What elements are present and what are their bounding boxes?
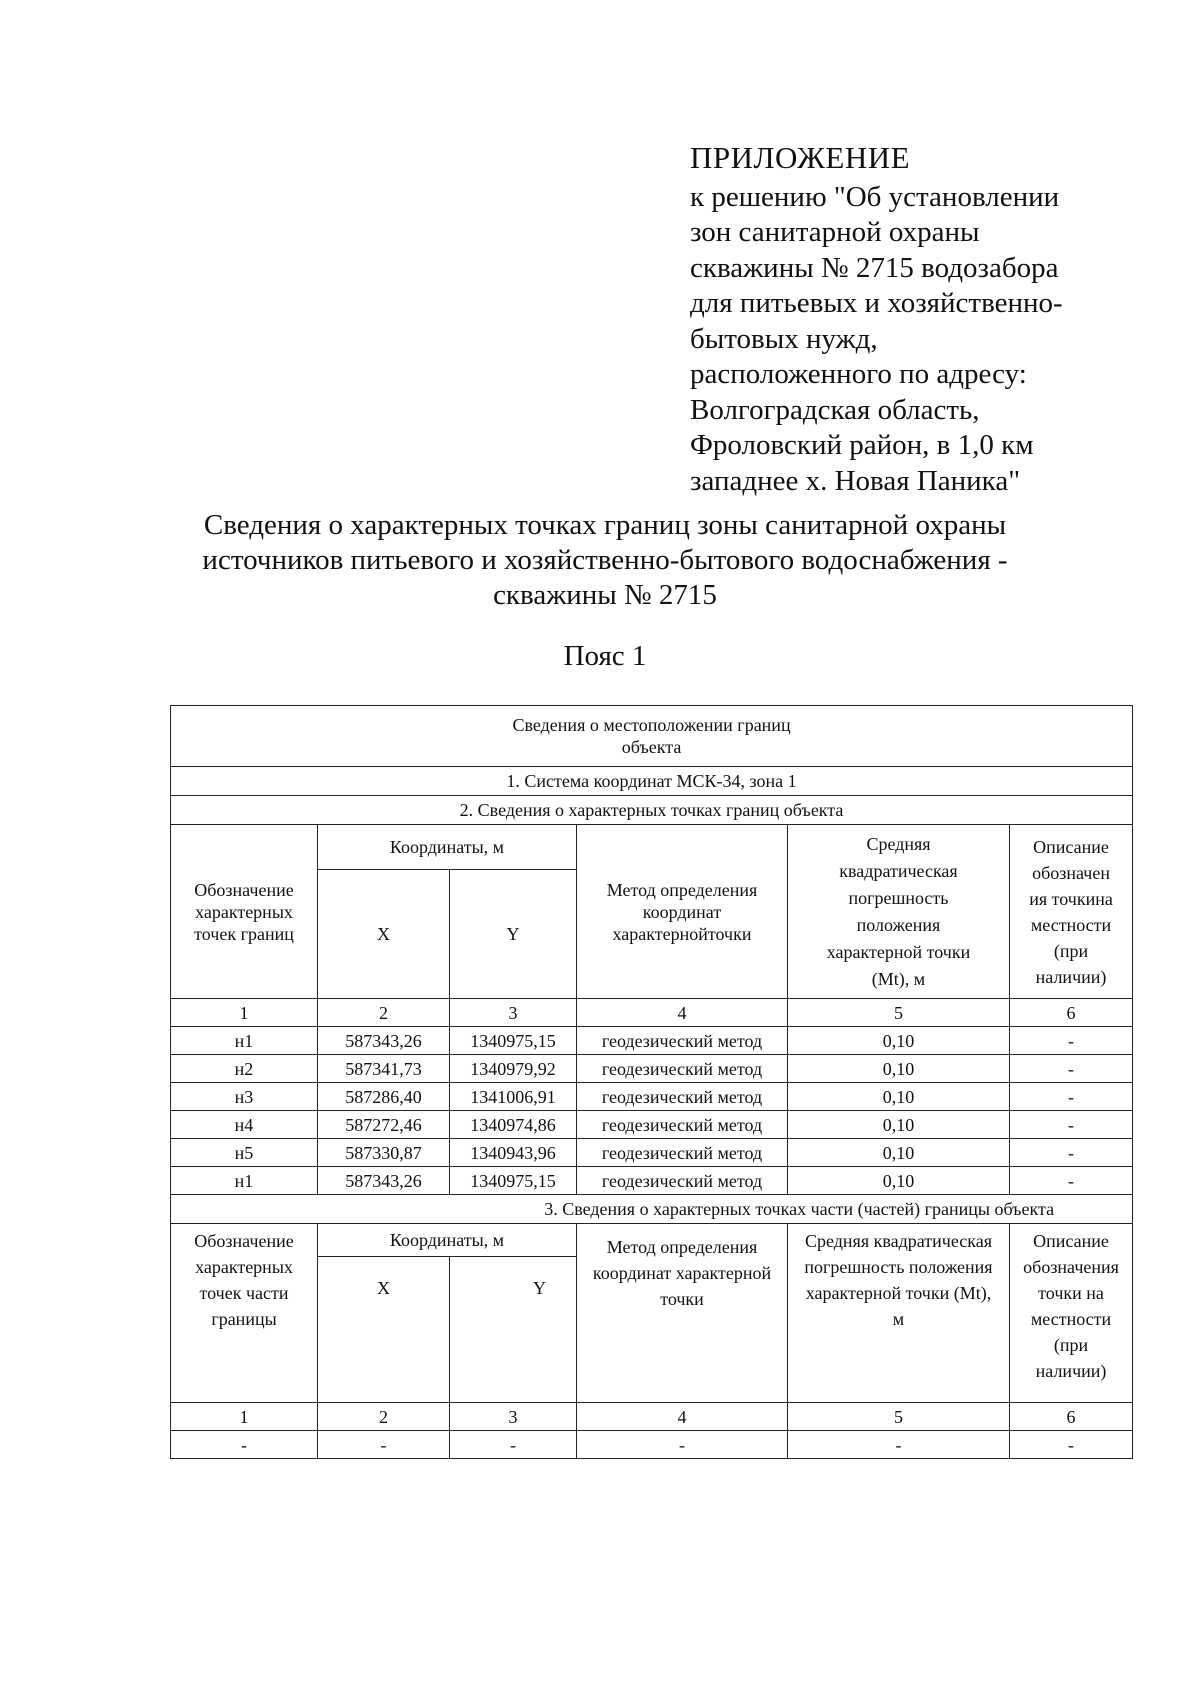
point-id: н2 [171,1055,318,1083]
error-header [788,1224,1010,1403]
header-line: (Mt), м [871,968,926,989]
error-value: 0,10 [788,1027,1010,1055]
designation-header [171,1224,318,1403]
header-line: координат характерной [592,1263,772,1283]
table-row [171,1083,1133,1111]
zone-title: Пояс 1 [563,640,647,672]
header-line: характерной точки [826,941,971,962]
description-value: - [1010,1431,1133,1459]
y-value: 1340943,96 [450,1139,577,1167]
header-line: (при [1053,940,1089,961]
x-header: X [318,1257,450,1403]
header-line: обозначения [1023,1257,1119,1277]
annex-title: ПРИЛОЖЕНИЕ [690,140,911,175]
table-title-line: Сведения о местоположении границ [512,715,791,735]
header-line: наличии) [1035,966,1107,987]
header-line: точек границ [194,923,294,944]
table-row [171,1139,1133,1167]
section-row [171,796,1133,825]
x-value: - [318,1431,450,1459]
annex-line: западнее х. Новая Паника" [690,464,1021,497]
y-header: Y [450,1257,577,1403]
column-number: 5 [788,999,1010,1027]
y-header: Y [450,870,577,999]
column-number: 5 [788,1403,1010,1431]
point-id: н4 [171,1111,318,1139]
column-number: 1 [171,1403,318,1431]
header-line: характернойточки [612,923,752,944]
header-line: точек части [199,1283,289,1303]
error-value: 0,10 [788,1055,1010,1083]
header-line: Обозначение [194,1231,294,1251]
method-value: геодезический метод [577,1111,788,1139]
header-line: Описание [1033,1231,1109,1251]
column-number: 3 [450,999,577,1027]
header-line: погрешность [848,887,949,908]
table-row [171,1027,1133,1055]
annex-line: Фроловский район, в 1,0 км [690,429,1034,461]
section3-cell: 3. Сведения о характерных точках части (частей) границы объекта [171,1195,1133,1224]
column-number: 2 [318,999,450,1027]
error-header [788,825,1010,999]
column-number: 1 [171,999,318,1027]
point-id: - [171,1431,318,1459]
description-value: - [1010,1139,1133,1167]
column-number: 4 [577,999,788,1027]
annex-line: зон санитарной охраны [690,216,980,248]
section-row [171,767,1133,796]
header-line: координат [642,901,722,922]
y-value: 1340975,15 [450,1167,577,1195]
y-value: 1341006,91 [450,1083,577,1111]
annex-block [690,140,1110,499]
header-line: Метод определения [606,1237,758,1257]
header-row [171,825,1133,870]
header-line: квадратическая [839,860,958,881]
annex-line: Волгоградская область, [690,393,980,426]
x-value: 587343,26 [318,1167,450,1195]
description-value: - [1010,1055,1133,1083]
description-header [1010,825,1133,999]
x-value: 587343,26 [318,1027,450,1055]
header-line: местности [1030,1309,1112,1329]
error-value: 0,10 [788,1083,1010,1111]
table-row [171,1431,1133,1459]
point-id: н1 [171,1167,318,1195]
table-title-line: объекта [621,737,682,757]
header-line: Обозначение [194,879,294,900]
x-value: 587272,46 [318,1111,450,1139]
x-value: 587286,40 [318,1083,450,1111]
point-id: н3 [171,1083,318,1111]
y-value: 1340979,92 [450,1055,577,1083]
header-line: местности [1030,914,1112,935]
heading-line: Сведения о характерных точках границ зоны санитарной охраны [203,509,1007,541]
header-line: погрешность положения [804,1257,993,1277]
y-value: - [450,1431,577,1459]
error-value: 0,10 [788,1139,1010,1167]
method-value: геодезический метод [577,1055,788,1083]
x-value: 587341,73 [318,1055,450,1083]
column-number-row [171,1403,1133,1431]
header-row [171,1224,1133,1257]
column-number-row [171,999,1133,1027]
table-row [171,1111,1133,1139]
x-value: 587330,87 [318,1139,450,1167]
header-line: положения [856,914,941,935]
header-line: точки на [1038,1283,1104,1303]
header-line: характерной точки (Mt), [805,1283,992,1303]
header-line: наличии) [1035,1361,1107,1381]
method-value: - [577,1431,788,1459]
annex-line: бытовых нужд, [690,322,878,355]
header-line: границы [211,1309,277,1329]
section1-cell: 1. Система координат МСК-34, зона 1 [171,767,1133,796]
method-value: геодезический метод [577,1167,788,1195]
column-number: 2 [318,1403,450,1431]
description-value: - [1010,1083,1133,1111]
coords-header: Координаты, м [318,825,577,870]
method-value: геодезический метод [577,1139,788,1167]
heading-line: скважины № 2715 [493,579,717,611]
method-header [577,1224,788,1403]
y-value: 1340975,15 [450,1027,577,1055]
header-line: обозначен [1032,862,1110,883]
column-number: 4 [577,1403,788,1431]
column-number: 3 [450,1403,577,1431]
method-value: геодезический метод [577,1027,788,1055]
description-value: - [1010,1027,1133,1055]
annex-line: к решению "Об установлении [690,180,1060,213]
point-id: н1 [171,1027,318,1055]
table-title-cell [171,706,1133,767]
header-line: (при [1053,1335,1089,1355]
annex-line: для питьевых и хозяйственно- [690,287,1063,319]
section-row [171,1195,1133,1224]
x-header: X [318,870,450,999]
description-value: - [1010,1111,1133,1139]
error-value: 0,10 [788,1167,1010,1195]
header-line: Метод определения [606,879,758,900]
method-header [577,825,788,999]
annex-line: расположенного по адресу: [690,358,1027,390]
error-value: - [788,1431,1010,1459]
description-value: - [1010,1167,1133,1195]
header-line: ия точкина [1029,888,1113,909]
header-line: Средняя квадратическая [804,1231,992,1251]
designation-header [171,825,318,999]
header-line: характерных [195,1257,293,1277]
column-number: 6 [1010,999,1133,1027]
annex-line: скважины № 2715 водозабора [690,251,1059,284]
header-line: м [892,1309,905,1329]
document-heading [160,508,1050,613]
header-line: Описание [1033,836,1109,857]
table-row [171,1055,1133,1083]
header-line: точки [660,1289,704,1309]
point-id: н5 [171,1139,318,1167]
column-number: 6 [1010,1403,1133,1431]
error-value: 0,10 [788,1111,1010,1139]
coords-header: Координаты, м [318,1224,577,1257]
header-line: характерных [195,901,293,922]
heading-line: источников питьевого и хозяйственно-бытового водоснабжения - [202,544,1008,576]
description-header [1010,1224,1133,1403]
section2-cell: 2. Сведения о характерных точках границ объекта [171,796,1133,825]
table-title-row [171,706,1133,767]
y-value: 1340974,86 [450,1111,577,1139]
boundary-points-table [170,705,1133,1459]
table-row [171,1167,1133,1195]
header-line: Средняя [866,833,931,854]
method-value: геодезический метод [577,1083,788,1111]
